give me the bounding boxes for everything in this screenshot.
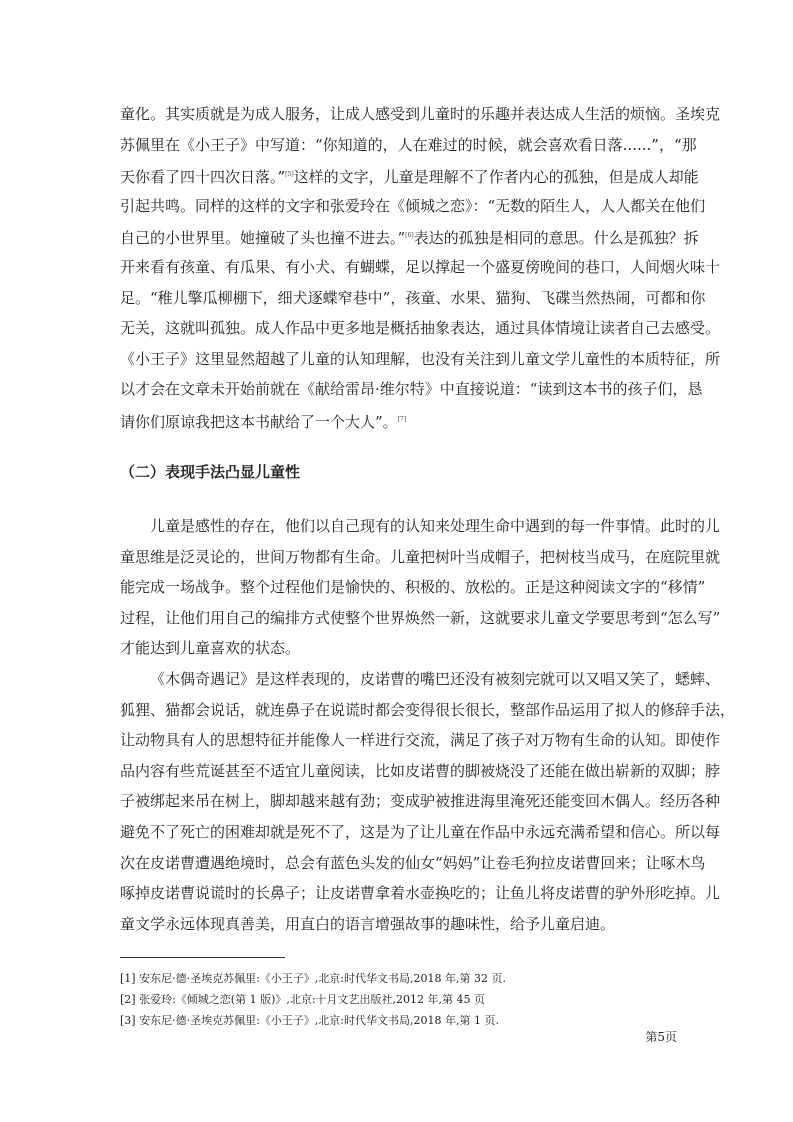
text-segment: 这样的文字，儿童是理解不了作者内心的孤独，但是成人却能 — [293, 168, 699, 187]
text-line — [120, 160, 699, 191]
footnote-divider — [120, 957, 285, 958]
text-line: 避免不了死亡的困难却就是死不了，这是为了让儿童在作品中永远充满希望和信心。所以每 — [120, 822, 721, 841]
text-line: 才能达到儿童喜欢的状态。 — [120, 639, 301, 658]
paragraph-3 — [120, 664, 736, 939]
footnotes — [120, 968, 680, 1031]
text-line: 苏佩里在《小王子》中写道：“你知道的，人在难过的时候，就会喜欢看日落......”，“那 — [120, 135, 697, 154]
footnote-item: [3] 安东尼·德·圣埃克苏佩里:《小王子》,北京:时代华文书局,2018 年,第 1 页. — [120, 1014, 499, 1027]
footnote-item: [2] 张爱玲:《倾城之恋(第 1 版)》,北京:十月文艺出版社,2012 年,第 45 页 — [120, 993, 486, 1006]
text-line: 能完成一场战争。整个过程他们是愉快的、积极的、放松的。正是这种阅读文字的“移情” — [120, 578, 706, 597]
citation-marker: [6] — [405, 232, 414, 240]
text-line: 品内容有些荒诞甚至不适宜儿童阅读，比如皮诺曹的脚被烧没了还能在做出崭新的双脚；脖 — [120, 761, 721, 780]
text-line — [120, 221, 699, 252]
text-line: 开来看有孩童、有瓜果、有小犬、有蝴蝶，足以撑起一个盛夏傍晚间的巷口，人间烟火味十 — [120, 257, 721, 276]
text-segment: 请你们原谅我把这本书献给了一个大人”。 — [120, 412, 398, 431]
footnote-item: [1] 安东尼·德·圣埃克苏佩里:《小王子》,北京:时代华文书局,2018 年,第 32 页. — [120, 972, 506, 985]
text-line — [120, 405, 680, 436]
text-line: 子被绑起来吊在树上，脚却越来越有劲；变成驴被推进海里淹死还能变回木偶人。经历各种 — [120, 792, 721, 811]
citation-marker: [7] — [397, 415, 407, 423]
page-number: 第5页 — [645, 1030, 677, 1044]
text-line: 引起共鸣。同样的这样的文字和张爱玲在《倾城之恋》：“无数的陌生人，人人都关在他们 — [120, 196, 706, 215]
text-line: 足。“稚儿擎瓜柳棚下，细犬逐蝶窄巷中”，孩童、水果、猫狗、飞碟当然热闹，可都和你 — [120, 288, 706, 307]
text-line: 过程，让他们用自己的编排方式使整个世界焕然一新，这就要求儿童文学要思考到“怎么写” — [120, 608, 721, 627]
text-line: 啄掉皮诺曹说谎时的长鼻子；让皮诺曹拿着水壶换吃的；让鱼儿将皮诺曹的驴外形吃掉。儿 — [120, 884, 721, 903]
section-heading: （二）表现手法凸显儿童性 — [120, 463, 301, 481]
text-line: 让动物具有人的思想特征并能像人一样进行交流，满足了孩子对万物有生命的认知。即使作 — [120, 731, 721, 750]
text-segment: 天你看了四十四次日落。” — [120, 168, 286, 187]
text-line: 儿童是感性的存在，他们以自己现有的认知来处理生命中遇到的每一件事情。此时的儿 — [150, 517, 721, 535]
text-line: 狐狸、猫都会说话，就连鼻子在说谎时都会变得很长很长，整部作品运用了拟人的修辞手法， — [120, 700, 736, 719]
text-segment: 表达的孤独是相同的意思。什么是孤独？拆 — [413, 229, 699, 248]
text-line: 以才会在文章未开始前就在《献给雷昂·维尔特》中直接说道：“读到这本书的孩子们，恳 — [120, 380, 703, 399]
text-line: 《木偶奇遇记》是这样表现的，皮诺曹的嘴巴还没有被刻完就可以又唱又笑了，蟋蟀、 — [150, 670, 721, 688]
text-line: 次在皮诺曹遭遇绝境时，总会有蓝色头发的仙女“妈妈”让卷毛狗拉皮诺曹回来；让啄木鸟 — [120, 853, 706, 872]
text-line: 童文学永远体现真善美，用直白的语言增强故事的趣味性，给予儿童启迪。 — [120, 914, 616, 933]
paragraph-2 — [120, 511, 721, 664]
paragraph-1 — [120, 99, 721, 436]
text-line: 《小王子》这里显然超越了儿童的认知理解，也没有关注到儿童文学儿童性的本质特征，所 — [120, 349, 721, 368]
text-line: 无关，这就叫孤独。成人作品中更多地是概括抽象表达，通过具体情境让读者自己去感受。 — [120, 319, 721, 338]
text-segment: 自己的小世界里。她撞破了头也撞不进去。” — [120, 229, 406, 248]
text-line: 童思维是泛灵论的，世间万物都有生命。儿童把树叶当成帽子，把树枝当成马，在庭院里就 — [120, 547, 721, 566]
text-line: 童化。其实质就是为成人服务，让成人感受到儿童时的乐趣并表达成人生活的烦恼。圣埃克 — [120, 105, 721, 123]
citation-marker: [5] — [285, 171, 294, 179]
